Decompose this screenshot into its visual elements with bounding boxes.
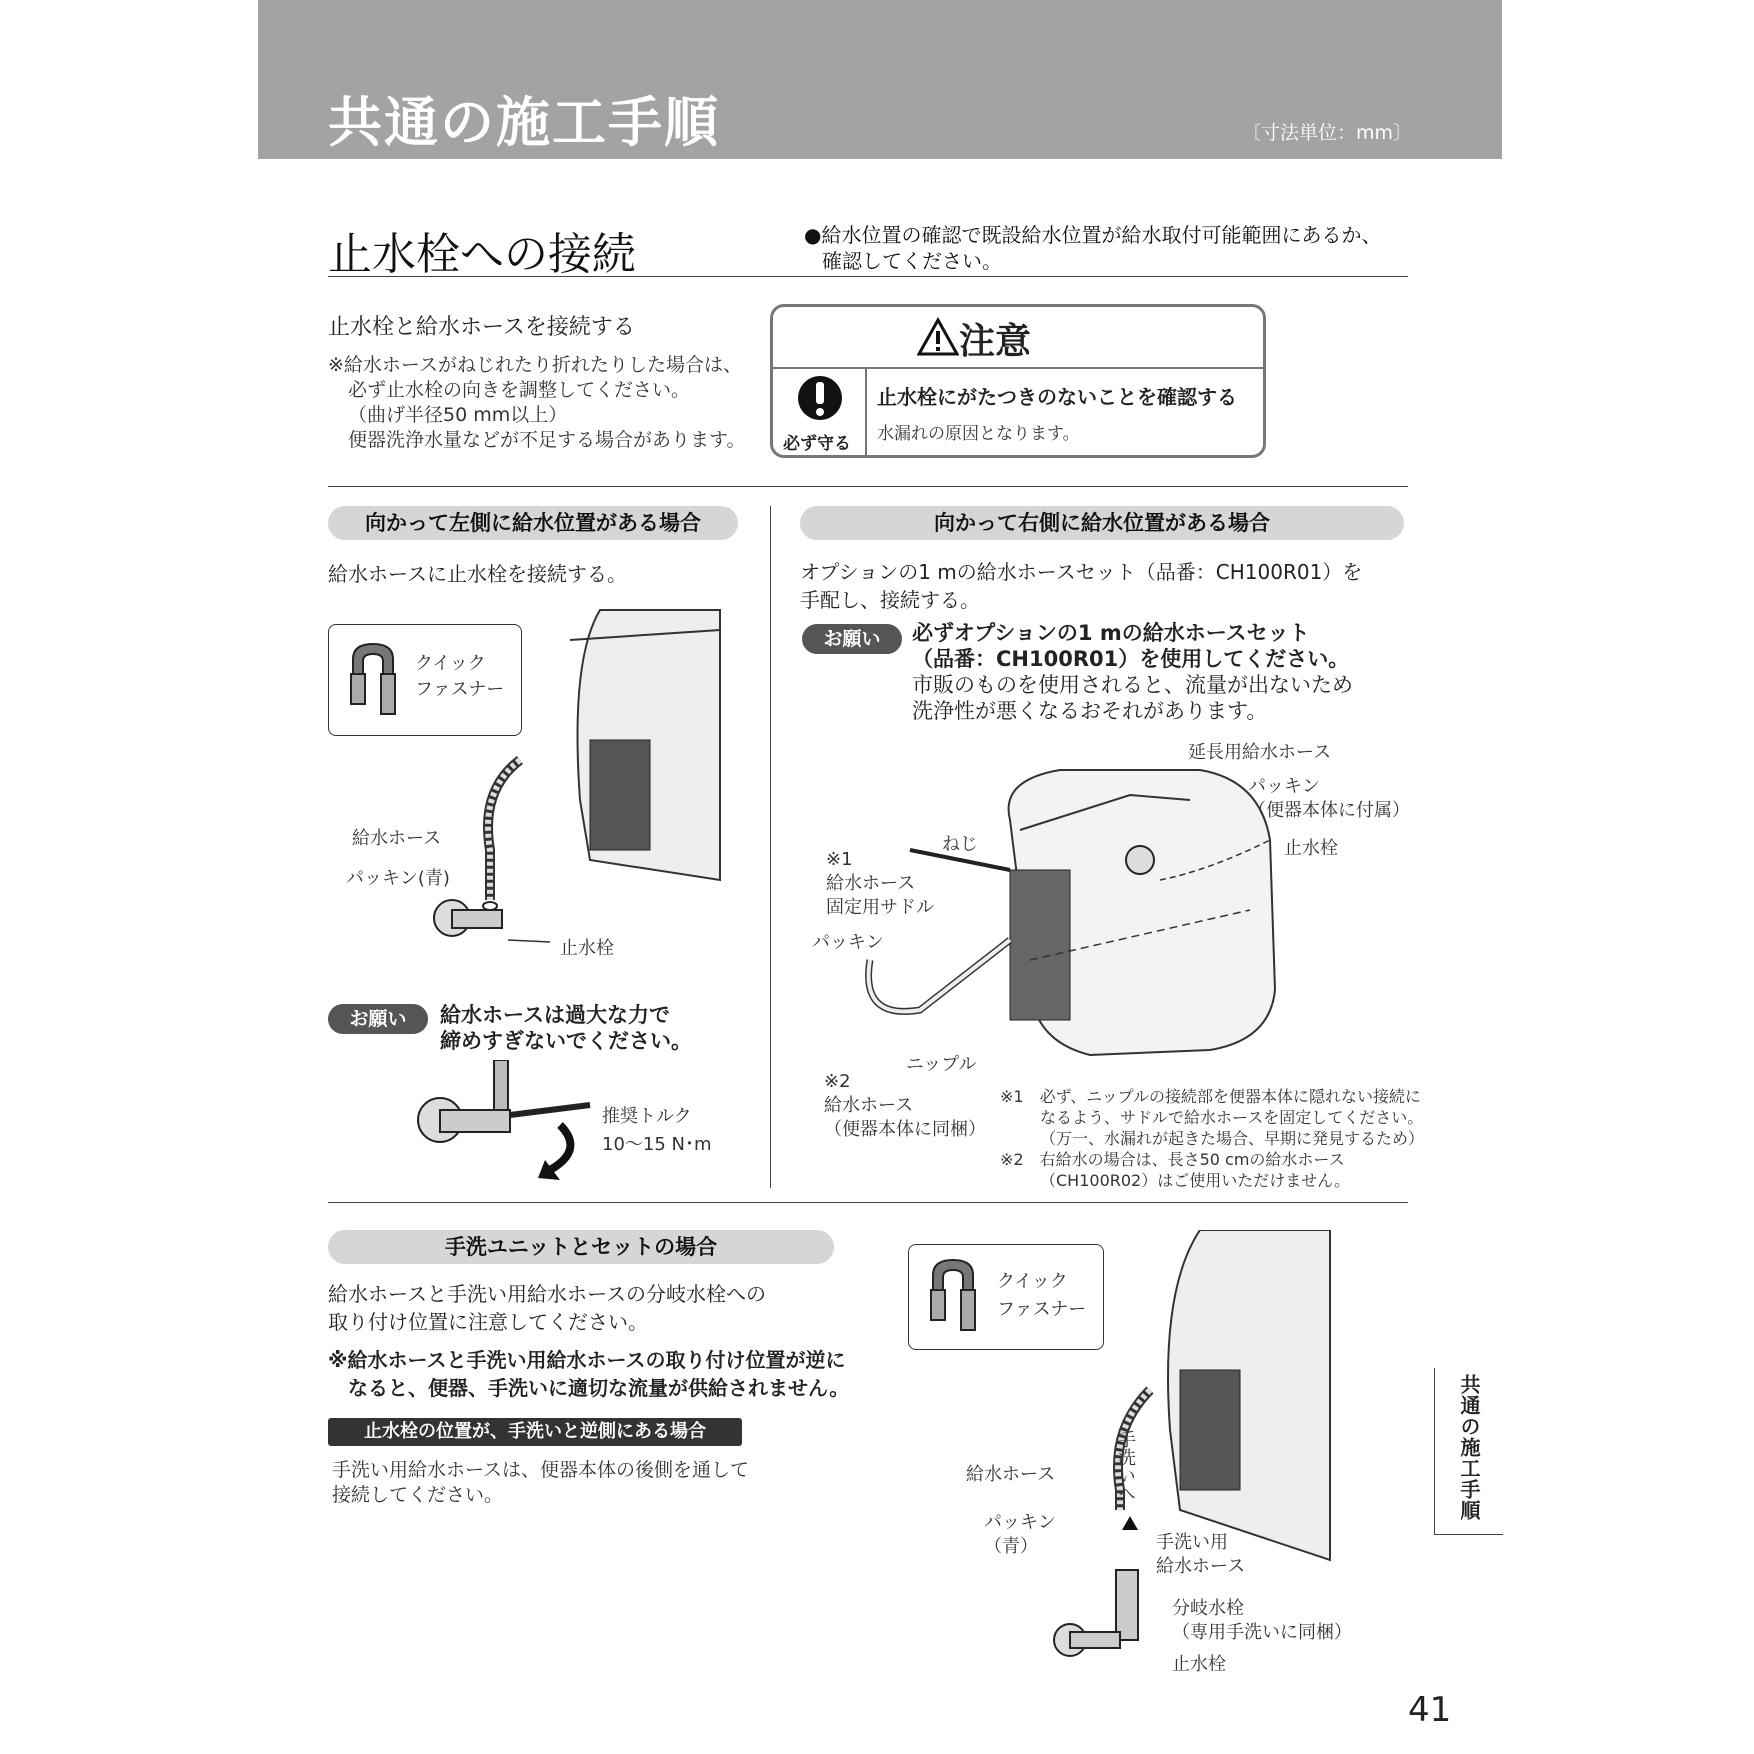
right-case-text (800, 558, 1362, 614)
label-line: 給水ホース (826, 873, 916, 894)
hand-text-line: 取り付け位置に注意してください。 (328, 1310, 648, 1334)
label-line: ※2 (824, 1071, 851, 1092)
label-to-hand: 手洗いへ (1115, 1430, 1136, 1502)
section-title: 止水栓への接続 (328, 229, 636, 280)
left-request (440, 1002, 692, 1054)
page-number: 41 (1408, 1690, 1452, 1730)
label-screw: ねじ (942, 834, 978, 855)
right-toilet-illustration (830, 760, 1310, 1080)
right-footnotes (1000, 1086, 1424, 1191)
section-note-line: 確認してください。 (822, 249, 1002, 273)
intro-line: （曲げ半径50 mm以上） (348, 404, 568, 426)
label-packing: パッキン (1248, 776, 1320, 797)
intro-line: 便器洗浄水量などが不足する場合があります。 (348, 429, 746, 451)
request-line: 締めすぎないでください。 (440, 1029, 692, 1053)
label-hand-hose: 給水ホース (1156, 1556, 1246, 1577)
footnote-line: ※2 右給水の場合は、長さ50 cmの給水ホース (1000, 1150, 1345, 1169)
label-hand-hose: 手洗い用 (1156, 1532, 1228, 1553)
caution-sub: 水漏れの原因となります。 (877, 424, 1080, 444)
label-hose: 給水ホース (966, 1464, 1056, 1485)
label-ext-hose: 延長用給水ホース (1188, 742, 1332, 763)
torque-illustration (410, 1060, 600, 1180)
divider (328, 1202, 1408, 1203)
hand-case-bar: 止水栓の位置が、手洗いと逆側にある場合 (328, 1418, 742, 1446)
torque-label: 推奨トルク (602, 1106, 692, 1127)
hand-warning-line: ※給水ホースと手洗い用給水ホースの取り付け位置が逆に (328, 1348, 846, 1372)
warning-triangle-icon (917, 317, 959, 357)
request-badge: お願い (328, 1004, 428, 1034)
label-hose (824, 1070, 986, 1142)
label-valve: 止水栓 (560, 938, 614, 959)
request-line: 洗浄性が悪くなるおそれがあります。 (912, 699, 1268, 723)
right-case-heading: 向かって右側に給水位置がある場合 (800, 506, 1404, 540)
quick-fastener-icon (343, 639, 403, 719)
divider (328, 276, 1408, 277)
footnote-line: ※1 必ず、ニップルの接続部を便器本体に隠れない接続に (1000, 1087, 1422, 1106)
label-packing-note: （便器本体に付属） (1248, 800, 1410, 821)
quick-fastener-icon (923, 1255, 983, 1335)
request-line: （品番：CH100R01）を使用してください。 (912, 647, 1350, 671)
exclamation-icon (797, 373, 843, 423)
label-branch-note: （専用手洗いに同梱） (1172, 1622, 1352, 1643)
label-packing: パッキン (812, 932, 884, 953)
hand-case-text (328, 1280, 766, 1336)
label-valve: 止水栓 (1172, 1654, 1226, 1675)
callout-label: クイック (997, 1271, 1068, 1292)
intro-notes (328, 353, 745, 453)
unit-note: 〔寸法単位：mm〕 (1242, 122, 1413, 144)
page-title: 共通の施工手順 (328, 91, 720, 154)
caution-titlebar (773, 307, 1263, 369)
caution-divider (865, 367, 867, 455)
footnote-line: （CH100R02）はご使用いただけません。 (1040, 1171, 1351, 1190)
label-packing-color: （青） (984, 1536, 1038, 1557)
left-case-heading: 向かって左側に給水位置がある場合 (328, 506, 738, 540)
intro-subtitle: 止水栓と給水ホースを接続する (328, 315, 635, 340)
label-saddle (826, 848, 934, 920)
callout-label: ファスナー (415, 679, 505, 700)
callout-label: ファスナー (997, 1299, 1087, 1320)
label-packing: パッキン(青) (346, 868, 450, 889)
label-nipple: ニップル (906, 1054, 977, 1075)
must-label: 必ず守る (783, 434, 851, 454)
section-note (804, 222, 1381, 274)
left-toilet-illustration (420, 600, 740, 960)
request-line: 必ずオプションの1 mの給水ホースセット (912, 621, 1310, 645)
request-badge: お願い (802, 624, 902, 654)
label-valve: 止水栓 (1284, 838, 1338, 859)
side-tab (1434, 1368, 1503, 1535)
hand-text-line: 給水ホースと手洗い用給水ホースの分岐水栓への (328, 1282, 766, 1306)
left-case-text: 給水ホースに止水栓を接続する。 (328, 562, 627, 586)
torque-value: 10〜15 N･m (602, 1134, 712, 1155)
label-line: ※1 (826, 849, 853, 870)
label-branch-valve: 分岐水栓 (1172, 1598, 1244, 1619)
footnote-line: なるよう、サドルで給水ホースを固定してください。 (1040, 1108, 1424, 1127)
caution-main: 止水栓にがたつきのないことを確認する (877, 385, 1237, 409)
right-text-line: 手配し、接続する。 (800, 588, 980, 612)
intro-line: 必ず止水栓の向きを調整してください。 (348, 379, 691, 401)
hand-case-note (332, 1458, 749, 1508)
hand-case-heading: 手洗ユニットとセットの場合 (328, 1230, 834, 1264)
label-line: （便器本体に同梱） (824, 1119, 986, 1140)
hand-case-warning (328, 1346, 849, 1402)
hand-note-line: 手洗い用給水ホースは、便器本体の後側を通して (332, 1459, 750, 1481)
right-request (912, 620, 1353, 724)
caution-box (770, 304, 1266, 458)
column-divider (770, 506, 771, 1188)
label-line: 給水ホース (824, 1095, 914, 1116)
request-line: 給水ホースは過大な力で (440, 1003, 670, 1027)
section-note-line: ●給水位置の確認で既設給水位置が給水取付可能範囲にあるか、 (804, 223, 1382, 247)
divider (328, 486, 1408, 487)
side-tab-label: 共通の施工手順 (1457, 1374, 1481, 1521)
right-text-line: オプションの1 mの給水ホースセット（品番：CH100R01）を (800, 560, 1363, 584)
hand-warning-line: なると、便器、手洗いに適切な流量が供給されません。 (348, 1376, 850, 1400)
footnote-line: （万一、水漏れが起きた場合、早期に発見するため） (1040, 1129, 1425, 1148)
request-line: 市販のものを使用されると、流量が出ないため (912, 673, 1353, 697)
hand-note-line: 接続してください。 (332, 1484, 504, 1506)
callout-label: クイック (415, 653, 486, 674)
intro-line: ※給水ホースがねじれたり折れたりした場合は、 (328, 354, 742, 376)
label-hose: 給水ホース (352, 828, 442, 849)
label-line: 固定用サドル (826, 897, 934, 918)
label-packing: パッキン (984, 1512, 1056, 1533)
caution-title: 注意 (959, 321, 1032, 362)
